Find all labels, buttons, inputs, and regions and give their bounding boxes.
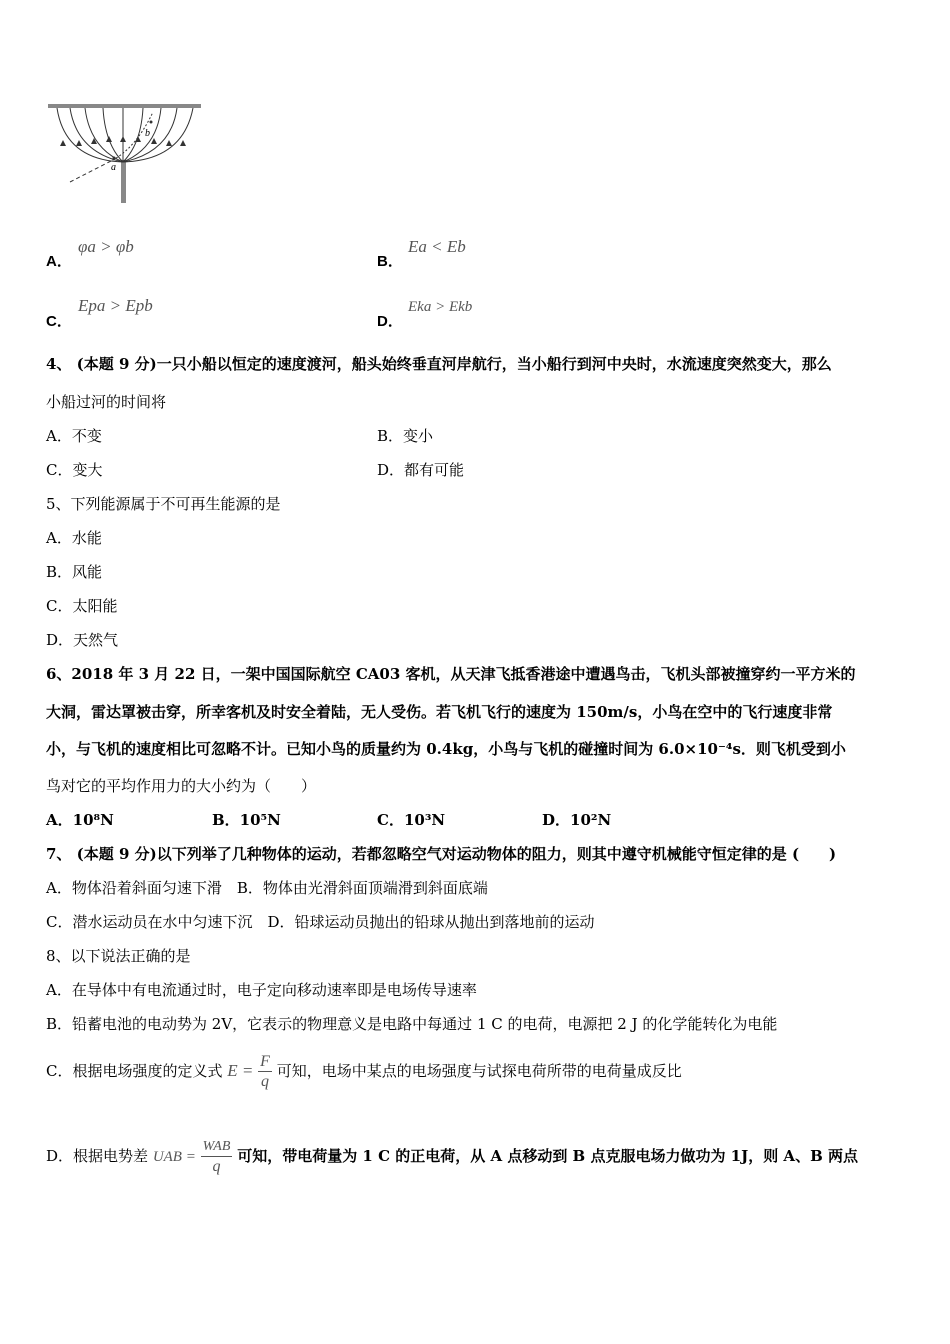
figure-label-a: a <box>111 162 116 173</box>
q8-option-a: A．在导体中有电流通过时，电子定向移动速率即是电场传导速率 <box>46 981 477 999</box>
q3-option-b-math: Ea < Eb <box>408 237 466 256</box>
q4-stem-line1: 4、 (本题 9 分)一只小船以恒定的速度渡河，船头始终垂直河岸航行，当小船行到河中央时，水流速度突然变大，那么 <box>46 355 832 373</box>
figure-label-b: b <box>145 128 150 139</box>
q4-option-c: C．变大 <box>46 461 103 479</box>
electric-field-figure <box>45 100 205 208</box>
q5-option-d: D．天然气 <box>46 631 119 649</box>
q6-option-a: A．10⁸N <box>46 811 114 829</box>
q5-option-b: B．风能 <box>46 563 103 581</box>
q5-option-c: C．太阳能 <box>46 597 118 615</box>
q3-option-a-label: A． <box>46 253 72 270</box>
q3-option-c-label: C． <box>46 313 72 330</box>
q6-option-b: B．10⁵N <box>212 811 281 829</box>
q3-option-b-label: B． <box>377 253 403 270</box>
q8-option-d-fraction <box>201 1138 233 1177</box>
q8-option-c-numerator: F <box>260 1052 270 1070</box>
q4-stem-line2: 小船过河的时间将 <box>46 393 167 411</box>
q3-option-c-math: Epa > Epb <box>78 296 153 315</box>
q8-option-d-numerator: WAB <box>201 1138 233 1157</box>
q8-option-c <box>46 1048 682 1094</box>
q6-option-d: D．10²N <box>542 811 612 829</box>
q4-option-b: B．变小 <box>377 427 434 445</box>
q8-option-c-fraction <box>258 1053 272 1092</box>
q5-stem: 5、下列能源属于不可再生能源的是 <box>46 495 281 513</box>
q4-option-a: A．不变 <box>46 427 102 445</box>
q6-stem-line2: 大洞，雷达罩被击穿，所幸客机及时安全着陆，无人受伤。若飞机飞行的速度为 150m/s，小鸟在空中的飞行速度非常 <box>46 703 833 721</box>
q6-stem-line1: 6、2018 年 3 月 22 日，一架中国国际航空 CA03 客机，从天津飞抵香港途中遭遇鸟击，飞机头部被撞穿约一平方米的 <box>46 665 856 683</box>
q8-option-c-lhs: E = <box>227 1061 254 1080</box>
q8-option-c-denominator: q <box>261 1072 270 1090</box>
q3-option-d-math: Eka > Ekb <box>408 299 473 315</box>
q8-option-d-prefix: D．根据电势差 <box>46 1147 149 1165</box>
q8-option-b: B．铅蓄电池的电动势为 2V，它表示的物理意义是电路中每通过 1 C 的电荷，电源把 2 J 的化学能转化为电能 <box>46 1015 778 1033</box>
q8-stem: 8、以下说法正确的是 <box>46 947 191 965</box>
q3-option-d-label: D． <box>377 313 403 330</box>
q3-option-a-math: φa > φb <box>78 237 134 256</box>
q7-stem: 7、 (本题 9 分)以下列举了几种物体的运动，若都忽略空气对运动物体的阻力，则其中遵守机械能守恒定律的是 ( ) <box>46 845 837 863</box>
q8-option-c-prefix: C．根据电场强度的定义式 <box>46 1062 223 1080</box>
q8-option-d-lhs: UAB = <box>152 1149 196 1165</box>
q7-options-cd: C．潜水运动员在水中匀速下沉 D．铅球运动员抛出的铅球从抛出到落地前的运动 <box>46 913 595 931</box>
q4-option-d: D．都有可能 <box>377 461 465 479</box>
q5-option-a: A．水能 <box>46 529 102 547</box>
q6-stem-line3: 小，与飞机的速度相比可忽略不计。已知小鸟的质量约为 0.4kg，小鸟与飞机的碰撞时间为 6.0×10⁻⁴s．则飞机受到小 <box>46 740 846 758</box>
q7-options-ab: A．物体沿着斜面匀速下滑 B．物体由光滑斜面顶端滑到斜面底端 <box>46 879 488 897</box>
q6-stem-line4: 鸟对它的平均作用力的大小约为（ ） <box>46 777 317 795</box>
q6-option-c: C．10³N <box>377 811 446 829</box>
q8-option-d-suffix: 可知，带电荷量为 1 C 的正电荷，从 A 点移动到 B 点克服电场力做功为 1J，则 A、B 两点 <box>237 1147 858 1165</box>
q8-option-c-suffix: 可知，电场中某点的电场强度与试探电荷所带的电荷量成反比 <box>276 1062 682 1080</box>
q8-option-d-denominator: q <box>212 1157 221 1175</box>
q8-option-d <box>46 1132 858 1181</box>
